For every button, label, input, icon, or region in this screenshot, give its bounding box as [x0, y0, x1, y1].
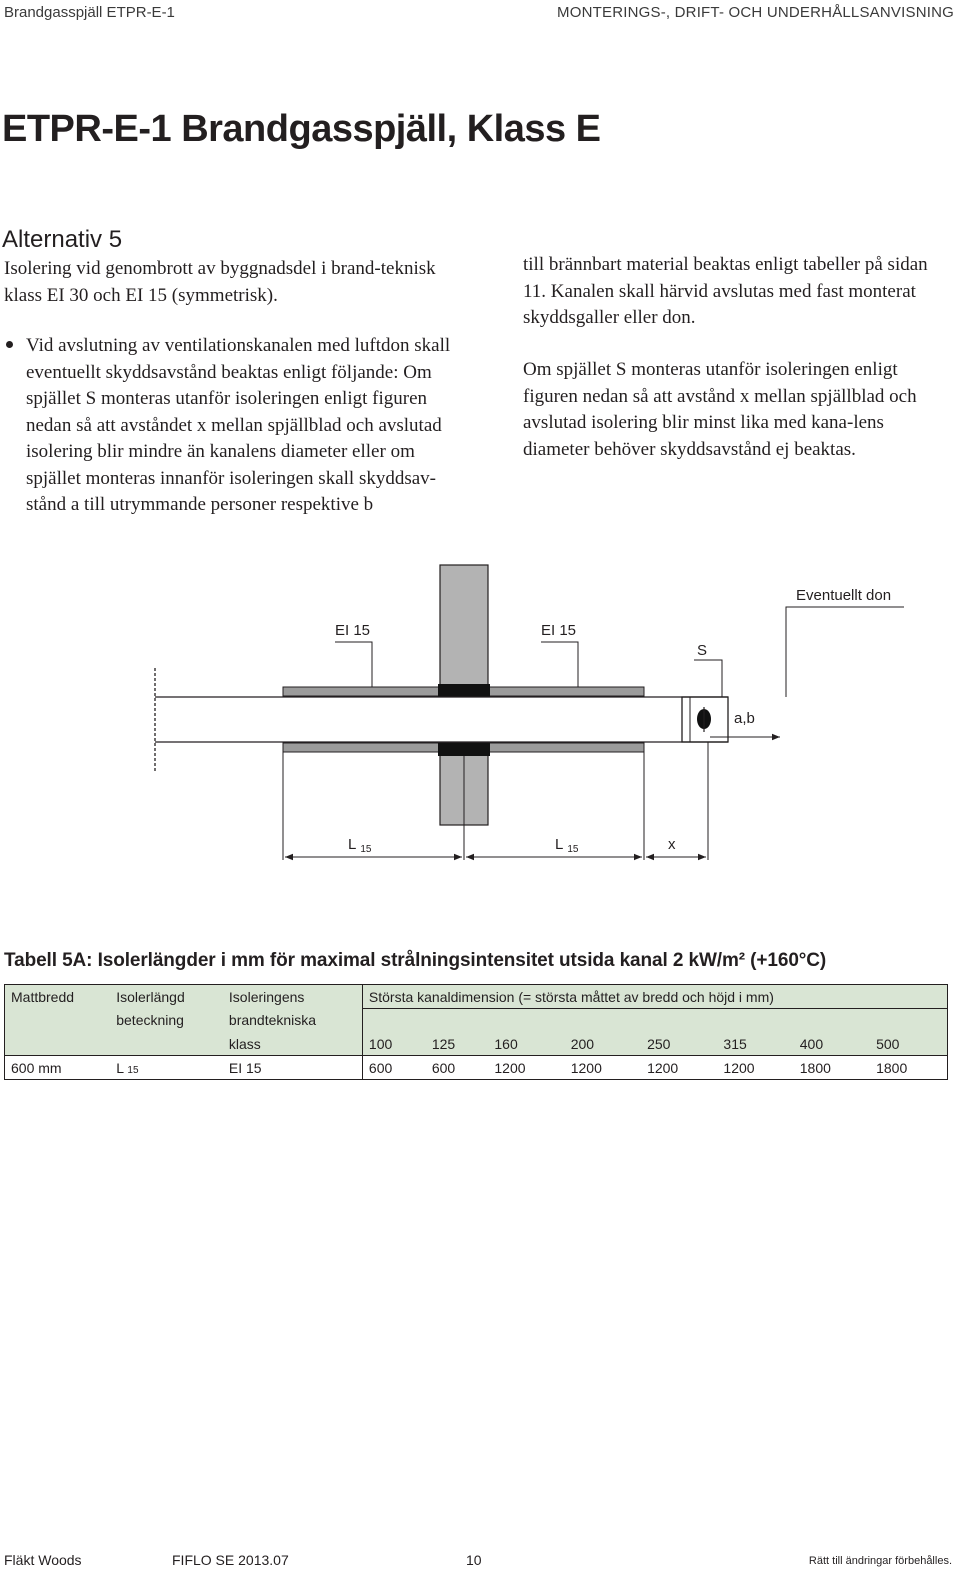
th-beteckning: beteckning — [110, 1009, 223, 1033]
spec-table — [4, 984, 948, 1080]
wall — [440, 565, 488, 688]
cell-mattbredd: 600 mm — [5, 1056, 111, 1080]
cell-value: 1200 — [488, 1056, 564, 1080]
cell-value: 600 — [426, 1056, 489, 1080]
th-dim: 315 — [717, 1032, 793, 1056]
th-dim: 200 — [565, 1032, 641, 1056]
label-ei-left: EI 15 — [335, 622, 371, 639]
th-dim: 400 — [794, 1032, 870, 1056]
th-storsta: Största kanaldimension (= största måttet av bredd och höjd i mm) — [362, 985, 947, 1009]
label-don: Eventuellt don — [796, 587, 892, 604]
footer-page-number: 10 — [466, 1552, 482, 1568]
cell-value: 1200 — [717, 1056, 793, 1080]
th-dim: 125 — [426, 1032, 489, 1056]
seal-bottom — [438, 743, 490, 756]
cell-klass: EI 15 — [223, 1056, 363, 1080]
page-title: ETPR-E-1 Brandgasspjäll, Klass E — [2, 108, 601, 150]
table-header-row-3 — [5, 1032, 948, 1056]
column2-paragraph-2: Om spjället S monteras utanför isoleringen enligt figuren nedan så att avstånd x mellan spjällblad och avslutad isolering blir minst lika med kana-lens diameter behöver skyddsavstånd ej beaktas. — [523, 359, 917, 460]
label-ab: a,b — [734, 710, 755, 727]
cell-value: 1200 — [641, 1056, 717, 1080]
section-heading: Alternativ 5 — [2, 226, 123, 253]
table-header-row-1 — [5, 985, 948, 1009]
th-dim: 160 — [488, 1032, 564, 1056]
cell-value: 1800 — [870, 1056, 947, 1080]
bullet-text: Vid avslutning av ventilationskanalen med luftdon skall eventuellt skyddsavstånd beaktas enligt följande: Om spjället S monteras utanför isoleringen enligt figuren nedan så att avståndet x mellan spjällblad och avslutad isolering blir mindre än kanalens diameter eller om spjället monteras innanför isoleringen skall skyddsav-stånd a till utrymmande personer respektive b — [26, 335, 451, 515]
cell-value: 1800 — [794, 1056, 870, 1080]
footer-brand: Fläkt Woods — [4, 1552, 82, 1568]
cell-beteckning: L 15 — [110, 1056, 223, 1080]
header-left: Brandgasspjäll ETPR-E-1 — [4, 4, 175, 21]
th-isolerlangd: Isolerlängd — [110, 985, 223, 1009]
label-ei-right: EI 15 — [541, 622, 577, 639]
th-dim: 100 — [362, 1032, 425, 1056]
table-caption: Tabell 5A: Isolerlängder i mm för maximal strålningsintensitet utsida kanal 2 kW/m² (+160°C) — [4, 950, 827, 971]
th-brandtekniska: brandtekniska — [223, 1009, 363, 1033]
label-s: S — [697, 642, 708, 659]
header-right: MONTERINGS-, DRIFT- OCH UNDERHÅLLSANVISNING — [557, 4, 954, 21]
label-l-right: L $_{15}$ — [555, 836, 579, 855]
th-klass: klass — [223, 1032, 363, 1056]
footer-code: FIFLO SE 2013.07 — [172, 1552, 289, 1568]
label-x: x — [668, 836, 676, 853]
seal-top — [438, 684, 490, 697]
th-mattbredd: Mattbredd — [5, 985, 111, 1009]
th-dim: 250 — [641, 1032, 717, 1056]
bullet-icon — [6, 341, 13, 348]
footer-rights: Rätt till ändringar förbehålles. — [808, 1555, 952, 1567]
column2-paragraph-1: till brännbart material beaktas enligt tabeller på sidan 11. Kanalen skall härvid avslutas med fast monterat skyddsgaller eller don. — [523, 254, 928, 328]
cell-value: 1200 — [565, 1056, 641, 1080]
table-header-row-2 — [5, 1009, 948, 1033]
th-isoleringens: Isoleringens — [223, 985, 363, 1009]
installation-diagram — [0, 560, 960, 880]
table-row — [5, 1056, 948, 1080]
th-dim: 500 — [870, 1032, 947, 1056]
section-intro: Isolering vid genombrott av byggnadsdel i brand-teknisk klass EI 30 och EI 15 (symmetrisk). — [4, 258, 436, 306]
label-l-left: L $_{15}$ — [348, 836, 372, 855]
cell-value: 600 — [362, 1056, 425, 1080]
